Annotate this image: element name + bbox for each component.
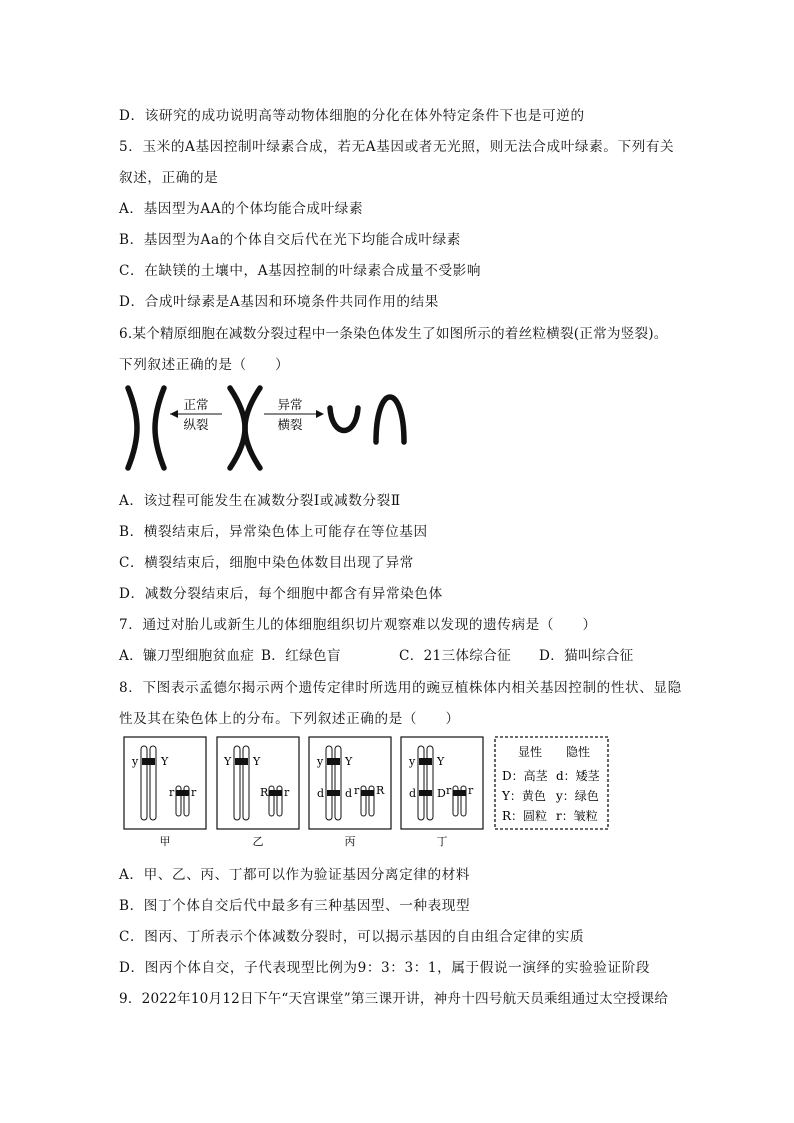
abnormal-chromosome-u bbox=[330, 408, 358, 431]
normal-label: 正常 bbox=[183, 397, 209, 412]
legend-recessive-header: 隐性 bbox=[565, 745, 591, 759]
panel-label-bing: 丙 bbox=[344, 835, 356, 848]
panel-label-jia: 甲 bbox=[159, 835, 171, 848]
q6-option-b: B．横裂结束后，异常染色体上可能存在等位基因 bbox=[119, 524, 428, 540]
q5-stem-line1: 5．玉米的A基因控制叶绿素合成，若无A基因或者无光照，则无法合成叶绿素。下列有关 bbox=[119, 139, 675, 155]
svg-text:Y: Y bbox=[345, 755, 353, 768]
q5-stem-line2: 叙述，正确的是 bbox=[119, 170, 219, 186]
legend-d-dominant: D：高茎 bbox=[502, 769, 548, 783]
longitudinal-label: 纵裂 bbox=[183, 417, 209, 432]
q8-option-c: C．图丙、丁所表示个体减数分裂时，可以揭示基因的自由组合定律的实质 bbox=[119, 929, 585, 945]
svg-text:D: D bbox=[437, 787, 446, 800]
arrow-left-icon bbox=[170, 410, 178, 418]
legend-y-dominant: Y：黄色 bbox=[502, 789, 546, 803]
panel-ding bbox=[401, 737, 483, 829]
svg-text:Y: Y bbox=[161, 755, 169, 768]
trait-legend bbox=[495, 737, 608, 829]
q7-option-a: A．镰刀型细胞贫血症 bbox=[119, 648, 255, 664]
q4-option-d: D．该研究的成功说明高等动物体细胞的分化在体外特定条件下也是可逆的 bbox=[119, 108, 585, 124]
q5-option-b: B．基因型为Aa的个体自交后代在光下均能合成叶绿素 bbox=[119, 232, 461, 248]
q8-option-b: B．图丁个体自交后代中最多有三种基因型、一种表现型 bbox=[119, 898, 471, 914]
abnormal-label: 异常 bbox=[277, 397, 303, 412]
panel-yi bbox=[217, 737, 299, 829]
q7-option-d: D．猫叫综合征 bbox=[539, 648, 634, 664]
panel-jia bbox=[124, 737, 206, 829]
svg-text:d: d bbox=[409, 787, 417, 800]
q7-stem: 7．通过对胎儿或新生儿的体细胞组织切片观察难以发现的遗传病是（ ） bbox=[119, 617, 597, 633]
legend-r-dominant: R：圆粒 bbox=[502, 809, 548, 823]
svg-text:Y: Y bbox=[253, 755, 261, 768]
q8-option-d: D．图丙个体自交，子代表现型比例为9：3：3：1，属于假说一演绎的实验验证阶段 bbox=[119, 960, 651, 976]
svg-text:y: y bbox=[409, 755, 416, 768]
chromatid-right bbox=[155, 388, 164, 468]
panel-bing bbox=[309, 737, 391, 829]
q7-option-b: B．红绿色盲 bbox=[261, 648, 341, 664]
svg-text:d: d bbox=[345, 787, 353, 800]
svg-text:r: r bbox=[468, 784, 474, 797]
q7-options bbox=[119, 644, 634, 664]
svg-text:r: r bbox=[191, 786, 197, 799]
q9-stem-line1: 9．2022年10月12日下午“天宫课堂”第三课开讲，神舟十四号航天员乘组通过太空授课给 bbox=[119, 991, 669, 1007]
q6-stem-line2: 下列叙述正确的是（ ） bbox=[119, 357, 290, 373]
transverse-label: 横裂 bbox=[277, 417, 303, 432]
chromosome-division-figure bbox=[118, 382, 418, 474]
q8-stem-line1: 8．下图表示孟德尔揭示两个遗传定律时所选用的豌豆植株体内相关基因控制的性状、显隐 bbox=[119, 680, 682, 696]
q8-option-a: A．甲、乙、丙、丁都可以作为验证基因分离定律的材料 bbox=[119, 867, 471, 883]
svg-text:y: y bbox=[317, 755, 324, 768]
x-chromosome-right bbox=[245, 388, 260, 468]
q6-option-d: D．减数分裂结束后，每个细胞中都含有异常染色体 bbox=[119, 586, 443, 602]
panel-label-ding: 丁 bbox=[436, 835, 448, 848]
q7-option-c: C．21三体综合征 bbox=[399, 648, 511, 664]
svg-text:R: R bbox=[260, 786, 269, 799]
arrow-right-icon bbox=[316, 410, 324, 418]
q6-option-a: A．该过程可能发生在减数分裂Ⅰ或减数分裂Ⅱ bbox=[119, 493, 401, 509]
svg-text:Y: Y bbox=[437, 755, 445, 768]
svg-text:d: d bbox=[317, 787, 325, 800]
svg-text:r: r bbox=[284, 786, 290, 799]
svg-text:R: R bbox=[376, 784, 385, 797]
svg-text:y: y bbox=[132, 755, 139, 768]
q5-option-d: D．合成叶绿素是A基因和环境条件共同作用的结果 bbox=[119, 294, 439, 310]
svg-text:r: r bbox=[446, 784, 452, 797]
legend-dominant-header: 显性 bbox=[517, 745, 543, 759]
q8-stem-line2: 性及其在染色体上的分布。下列叙述正确的是（ ） bbox=[119, 711, 460, 727]
panel-label-yi: 乙 bbox=[252, 835, 264, 848]
abnormal-chromosome-arch bbox=[376, 397, 404, 442]
legend-r-recessive: r：皱粒 bbox=[556, 809, 598, 823]
q6-option-c: C．横裂结束后，细胞中染色体数目出现了异常 bbox=[119, 555, 414, 571]
svg-text:r: r bbox=[354, 784, 360, 797]
svg-text:Y: Y bbox=[224, 755, 232, 768]
legend-y-recessive: y：绿色 bbox=[556, 789, 599, 803]
svg-text:r: r bbox=[169, 786, 175, 799]
legend-d-recessive: d：矮茎 bbox=[556, 769, 600, 783]
q6-stem-line1: 6.某个精原细胞在减数分裂过程中一条染色体发生了如图所示的着丝粒横裂(正常为竖裂)。 bbox=[119, 326, 668, 342]
q5-option-c: C．在缺镁的土壤中，A基因控制的叶绿素合成量不受影响 bbox=[119, 263, 482, 279]
q5-option-a: A．基因型为AA的个体均能合成叶绿素 bbox=[119, 201, 364, 217]
chromatid-left bbox=[128, 388, 137, 468]
gene-chromosome-figure bbox=[118, 734, 618, 852]
